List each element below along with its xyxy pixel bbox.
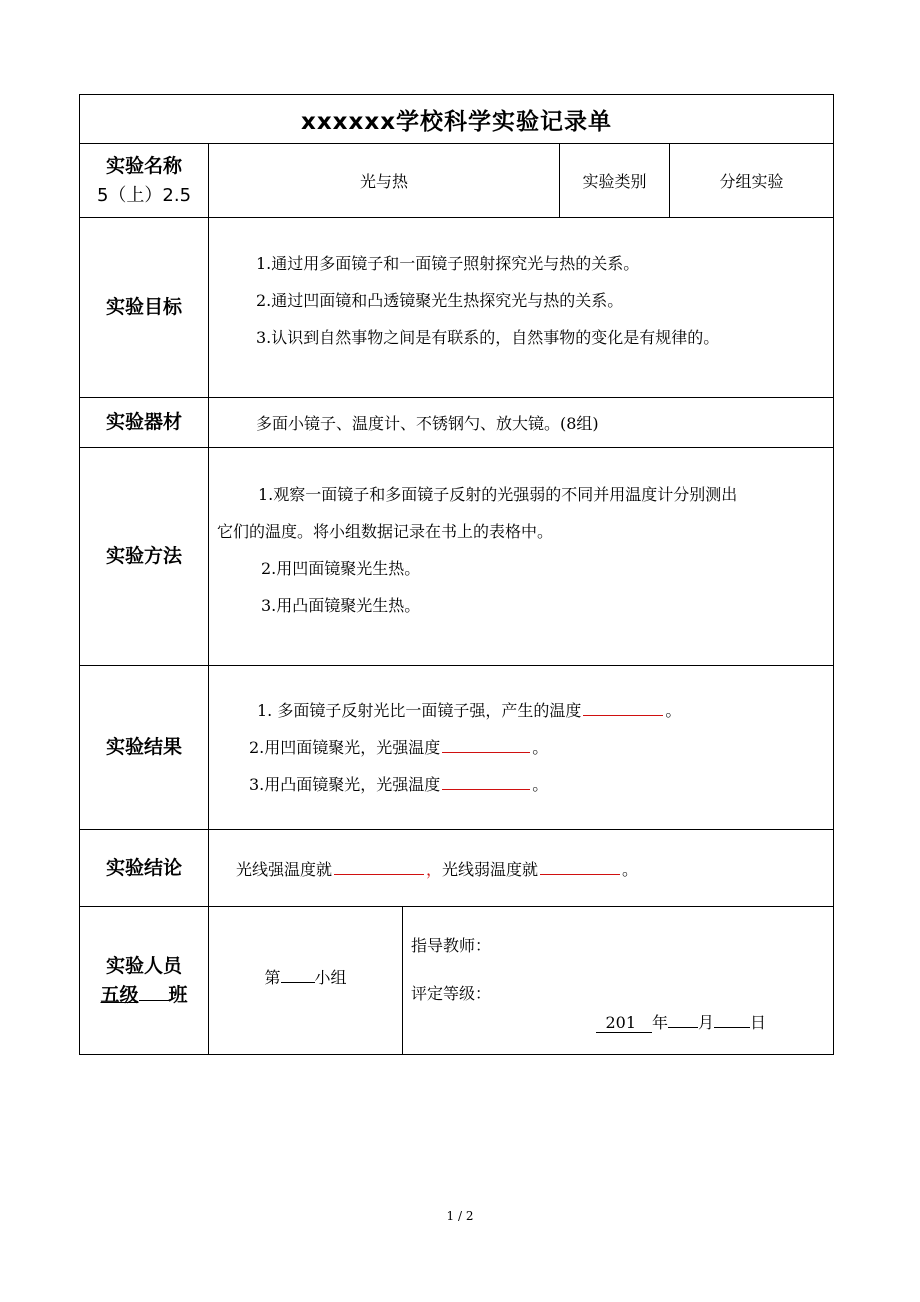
group-cell (209, 907, 403, 1055)
method-item-1-line2: 它们的温度。将小组数据记录在书上的表格中。 (217, 521, 554, 541)
group-blank[interactable] (281, 981, 315, 983)
method-item-2: 2.用凹面镜聚光生热。 (261, 558, 421, 578)
date-month-blank[interactable] (668, 1026, 698, 1028)
goal-item: 1.通过用多面镜子和一面镜子照射探究光与热的关系。 (256, 254, 640, 273)
result-item-3 (249, 766, 833, 803)
conclusion-blank-2[interactable] (540, 873, 620, 875)
materials-label: 实验器材 (80, 398, 209, 448)
conclusion-blank-1[interactable] (334, 873, 424, 875)
staff-class-suffix: 班 (168, 983, 188, 1006)
goal-item: 3.认识到自然事物之间是有联系的，自然事物的变化是有规律的。 (256, 328, 720, 347)
conclusion-comma: ， (426, 859, 443, 879)
conclusion-part1: 光线强温度就 (236, 859, 333, 879)
evaluation-cell (403, 907, 834, 1055)
result-item-2 (249, 729, 833, 766)
result-item-3-text: 3.用凸面镜聚光，光强温度 (249, 775, 441, 794)
date-year-unit: 年 (652, 1013, 669, 1032)
goal-item: 2.通过凹面镜和凸透镜聚光生热探究光与热的关系。 (256, 291, 624, 310)
name-label-line1: 实验名称 (105, 154, 182, 177)
staff-label (80, 907, 209, 1055)
record-table (79, 94, 834, 1055)
conclusion-end: 。 (622, 859, 639, 879)
result-blank-1[interactable] (583, 714, 663, 716)
result-blank-2[interactable] (442, 751, 530, 753)
method-list (209, 448, 834, 666)
staff-label-line2 (80, 981, 208, 1010)
conclusion-text (209, 830, 834, 907)
teacher-label: 指导教师： (411, 936, 492, 955)
results-list (209, 666, 834, 830)
result-blank-3[interactable] (442, 788, 530, 790)
date-year-value: 201 (605, 1013, 636, 1032)
page-number: 1 / 2 (446, 1209, 474, 1223)
name-label-line2: 5（上）2.5 (96, 184, 192, 206)
goals-label: 实验目标 (80, 218, 209, 398)
page-title: xxxxxx学校科学实验记录单 (80, 95, 834, 144)
record-sheet (79, 94, 833, 1055)
result-item-1-text: 1. 多面镜子反射光比一面镜子强，产生的温度 (257, 701, 582, 720)
date-day-unit: 日 (750, 1013, 767, 1032)
method-label: 实验方法 (80, 448, 209, 666)
date-month-unit: 月 (698, 1013, 715, 1032)
goals-list (209, 218, 834, 398)
method-item-1-line1: 1.观察一面镜子和多面镜子反射的光强弱的不同并用温度计分别测出 (258, 484, 738, 504)
date-year[interactable] (596, 1013, 652, 1033)
result-item-2-text: 2.用凹面镜聚光，光强温度 (249, 738, 441, 757)
conclusion-label: 实验结论 (80, 830, 209, 907)
staff-label-line1: 实验人员 (105, 954, 182, 977)
staff-class-blank[interactable] (139, 999, 169, 1001)
result-end-1: 。 (665, 701, 682, 720)
group-prefix: 第 (264, 968, 281, 987)
grade-label: 评定等级： (411, 984, 492, 1003)
conclusion-part2: 光线弱温度就 (442, 859, 539, 879)
result-end-2: 。 (532, 738, 549, 757)
date-day-blank[interactable] (714, 1026, 750, 1028)
category-label: 实验类别 (560, 144, 670, 218)
category-value: 分组实验 (670, 144, 834, 218)
staff-grade: 五级 (100, 983, 139, 1006)
date-line (411, 1010, 833, 1033)
results-label: 实验结果 (80, 666, 209, 830)
result-item-1 (249, 692, 833, 729)
experiment-name: 光与热 (209, 144, 560, 218)
group-suffix: 小组 (314, 968, 347, 987)
name-label (80, 144, 209, 218)
materials-text: 多面小镜子、温度计、不锈钢勺、放大镜。(8组) (209, 398, 834, 448)
result-end-3: 。 (532, 775, 549, 794)
method-item-3: 3.用凸面镜聚光生热。 (261, 595, 421, 615)
